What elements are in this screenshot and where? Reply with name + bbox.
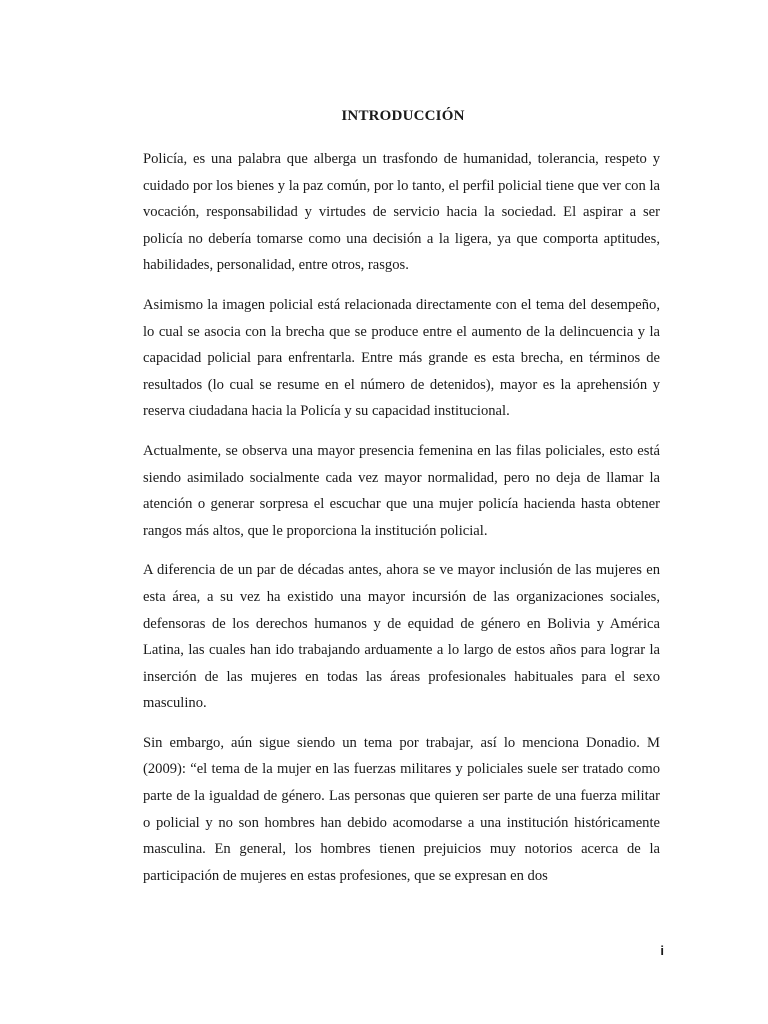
page-number: i xyxy=(660,943,664,958)
paragraph-2: Asimismo la imagen policial está relacionada directamente con el tema del desempeño, lo cual se asocia con la brecha que se produce entre el aumento de la delincuencia y la capacidad policial para enfrentarla. Entre más grande es esta brecha, en términos de resultados (lo cual se resume en el número de detenidos), mayor es la aprehensión y reserva ciudadana hacia la Policía y su capacidad institucional. xyxy=(143,296,660,420)
paragraph-4: A diferencia de un par de décadas antes, ahora se ve mayor inclusión de las mujeres en esta área, a su vez ha existido una mayor incursión de las organizaciones sociales, defensoras de los derechos humanos y de equidad de género en Bolivia y América Latina, las cuales han ido trabajando arduamente a lo largo de estos años para lograr la inserción de las mujeres en todas las áreas profesionales habituales para el sexo masculino. xyxy=(143,562,660,712)
paragraph-5: Sin embargo, aún sigue siendo un tema por trabajar, así lo menciona Donadio. M (2009): “el tema de la mujer en las fuerzas militares y policiales suele ser tratado como parte de la igualdad de género. Las personas que quieren ser parte de una fuerza militar o policial y no son hombres han debido acomodarse a una institución históricamente masculina. En general, los hombres tienen prejuicios muy notorios acerca de la participación de mujeres en estas profesiones, que se expresan en dos xyxy=(143,734,660,884)
page-title: INTRODUCCIÓN xyxy=(341,108,465,124)
body-text xyxy=(143,146,660,902)
paragraph-1: Policía, es una palabra que alberga un trasfondo de humanidad, tolerancia, respeto y cuidado por los bienes y la paz común, por lo tanto, el perfil policial tiene que ver con la vocación, responsabilidad y virtudes de servicio hacia la sociedad. El aspirar a ser policía no debería tomarse como una decisión a la ligera, ya que comporta aptitudes, habilidades, personalidad, entre otros, rasgos. xyxy=(143,151,660,274)
paragraph-3: Actualmente, se observa una mayor presencia femenina en las filas policiales, esto está siendo asimilado socialmente cada vez mayor normalidad, pero no deja de llamar la atención o generar sorpresa el escuchar que una mujer policía hacienda hasta obtener rangos más altos, que le proporciona la institución policial. xyxy=(143,442,660,539)
